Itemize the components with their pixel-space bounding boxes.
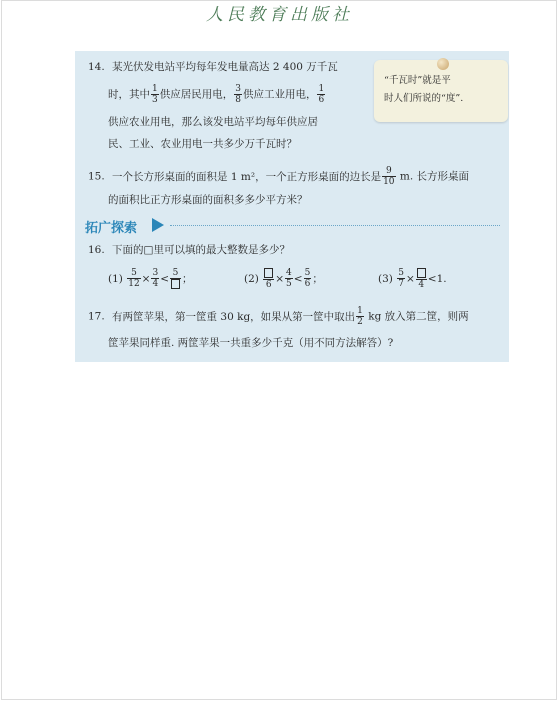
pushpin-icon	[437, 58, 449, 70]
q15-text-1b: m. 长方形桌面	[396, 170, 470, 183]
q17-number: 17.	[88, 310, 105, 323]
q17-text-1a: 有两筐苹果，第一筐重 30 kg，如果从第一筐中取出	[112, 310, 356, 323]
note-line-2: 时人们所说的“度”.	[384, 93, 464, 104]
triangle-arrow-icon	[152, 218, 164, 232]
q16-part-3: (3) $\frac{5}{7}$ × 4 <1.	[378, 268, 447, 290]
fraction-1-3: $\frac{1}{3}$	[152, 84, 158, 105]
q17-line-2: 筐苹果同样重. 两筐苹果一共重多少千克（用不同方法解答）?	[108, 337, 394, 349]
q17-line-1	[88, 306, 469, 327]
section-divider	[170, 225, 500, 226]
q16-number: 16.	[88, 244, 105, 256]
fraction-1-6: $\frac{1}{6}$	[318, 84, 325, 105]
q14-text-2a: 时，其中	[108, 88, 150, 101]
q16-line-1	[88, 243, 290, 257]
blank-box	[417, 268, 426, 278]
q14-line-3: 供应农业用电，那么该发电站平均每年供应居	[108, 116, 318, 128]
fraction-9-10: $\frac{9}{10}$	[383, 166, 395, 187]
fraction-1-2: $\frac{1}{2}$	[357, 306, 363, 327]
q15-number: 15.	[88, 170, 105, 183]
q17-text-1b: kg 放入第二筐，则两	[364, 310, 469, 323]
q14-line-1	[88, 60, 338, 74]
q14-text-2c: 供应工业用电，	[242, 88, 317, 101]
fraction-3-8: $\frac{3}{8}$	[235, 84, 241, 105]
q15-line-1	[88, 166, 469, 187]
blank-box	[264, 268, 273, 278]
publisher-logo: 人民教育出版社	[206, 5, 353, 25]
q16-part-1: (1) $\frac{5}{12}$ × $\frac{3}{4}$ < 5 ；	[108, 268, 193, 290]
q16-part-2: (2) 6 × $\frac{4}{5}$ < $\frac{5}{6}$ ；	[244, 268, 323, 290]
section-title: 拓广探索	[85, 221, 138, 236]
q15-text-1a: 一个长方形桌面的面积是 1 m²，一个正方形桌面的边长是	[112, 170, 382, 183]
note-line-1: “千瓦时”就是平	[384, 75, 451, 86]
q14-line-4: 民、工业、农业用电一共多少万千瓦时？	[108, 138, 297, 150]
q14-text-1: 某光伏发电站平均每年发电量高达 2 400 万千瓦	[112, 61, 338, 73]
q14-line-2	[108, 84, 326, 105]
q14-text-2b: 供应居民用电，	[159, 88, 234, 101]
q16-text: 下面的□里可以填的最大整数是多少？	[112, 244, 290, 256]
blank-box	[171, 279, 180, 289]
q15-line-2: 的面积比正方形桌面的面积多多少平方米？	[108, 194, 308, 206]
q14-number: 14.	[88, 61, 105, 73]
